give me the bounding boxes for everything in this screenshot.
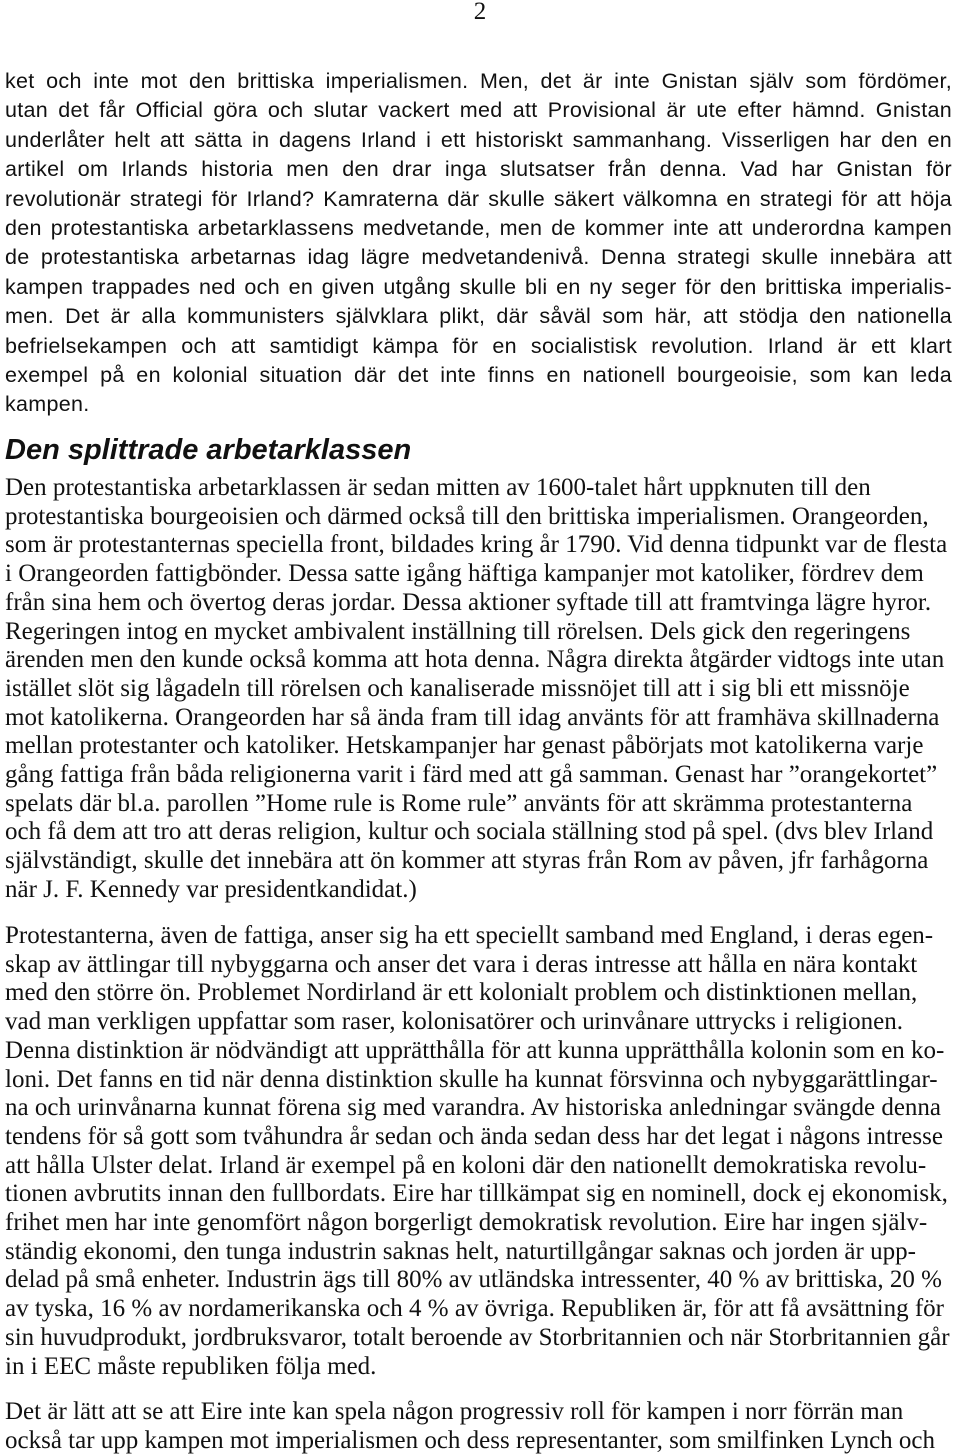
text-line: från sina hem och övertog deras jordar. Dessa aktioner syftade till att framtvinga lägre hyror. bbox=[5, 588, 932, 616]
section-heading: Den splittrade arbetarklassen bbox=[5, 434, 412, 466]
text-line: in i EEC måste republiken följa med. bbox=[5, 1352, 377, 1380]
text-line: istället slöt sig lågadeln till rörelsen och kanaliserade missnöjet till att i sig bli ett missnöje bbox=[5, 674, 910, 702]
text-line: loni. Det fanns en tid när denna distinktion skulle ha kunnat försvinna och nybyggarättlingar- bbox=[5, 1065, 938, 1093]
text-line: men. Det är alla kommunisters självklara plikt, där såväl som här, att stödja den nationella bbox=[5, 304, 952, 329]
text-line: na och urinvånarna kunnat förena sig med varandra. Av historiska anledningar svängde denna bbox=[5, 1094, 942, 1122]
text-line: ärenden men den kunde också komma att hota denna. Några direkta åtgärder vidtogs inte utan bbox=[5, 646, 945, 674]
text-line: sin huvudprodukt, jordbruksvaror, totalt beroende av Storbritannien och när Storbritannien går bbox=[5, 1323, 950, 1351]
text-line: mot katolikerna. Orangeorden har så ända fram till idag använts för att framhäva skillnaderna bbox=[5, 703, 940, 731]
text-line: också tar upp kampen mot imperialismen och dess representanter, som smilfinken Lynch och bbox=[5, 1426, 936, 1454]
text-line: vad man verkligen uppfattar som raser, kolonisatörer och urinvånare uttrycks i religionen. bbox=[5, 1008, 904, 1036]
text-line: att hålla Ulster delat. Irland är exempel på en koloni där den nationellt demokratiska revolu- bbox=[5, 1151, 927, 1179]
text-line: ket och inte mot den brittiska imperialismen. Men, det är inte Gnistan själv som fördömer, bbox=[5, 69, 952, 93]
text-line: tendens för så gott som tvåhundra år sedan och ända sedan dess har det legat i någons intresse bbox=[5, 1122, 943, 1150]
text-line: skap av ättlingar till nybyggarna och anser det vara i deras intresse att hålla en nära kontakt bbox=[5, 950, 918, 978]
text-line: underlåter helt att sätta in dagens Irland i ett historiskt sammanhang. Visserligen har den en bbox=[5, 127, 952, 152]
text-line: Regeringen intog en mycket ambivalent inställning till rörelsen. Dels gick den regeringens bbox=[5, 617, 911, 645]
text-line: som är protestanternas speciella front, bildades kring år 1790. Vid denna tidpunkt var de flesta bbox=[5, 531, 948, 559]
page-number: 2 bbox=[473, 0, 487, 25]
text-line: exempel på en kolonial situation där det inte finns en nationell bourgeoisie, som kan leda bbox=[5, 363, 952, 388]
text-line: frihet men har inte genomfört någon borgerligt demokratisk revolution. Eire har ingen själv- bbox=[5, 1209, 928, 1237]
paragraph bbox=[5, 1398, 955, 1455]
text-line: Den protestantiska arbetarklassen är sedan mitten av 1600-talet hårt uppknuten till den bbox=[5, 474, 871, 501]
text-line: i Orangeorden fattigbönder. Dessa satte igång häftiga kampanjer mot katoliker, fördrev dem bbox=[5, 560, 924, 588]
text-line: när J. F. Kennedy var presidentkandidat.) bbox=[5, 875, 417, 903]
paragraph-continued bbox=[5, 67, 952, 420]
paragraph bbox=[5, 474, 955, 905]
paragraph bbox=[5, 922, 955, 1381]
text-line: spelats där bl.a. parollen ”Home rule is Rome rule” använts för att skrämma protestanterna bbox=[5, 789, 913, 817]
text-line: Det är lätt att se att Eire inte kan spela någon progressiv roll för kampen i norr förrän man bbox=[5, 1398, 904, 1425]
text-line: tionen avbrutits innan den fullbordats. Eire har tillkämpat sig en nominell, dock ej ekonomisk, bbox=[5, 1180, 948, 1208]
text-line: och få dem att tro att deras religion, kultur och sociala ställning stod på spel. (dvs blev Irland bbox=[5, 818, 934, 846]
text-line: befrielsekampen och att samtidigt kämpa för en socialistisk revolution. Irland är ett klart bbox=[5, 333, 952, 358]
text-line: utan det får Official göra och slutar vackert med att Provisional är ute efter hämnd. Gnistan bbox=[5, 98, 952, 123]
text-line: artikel om Irlands historia men den drar inga slutsatser från denna. Vad har Gnistan för bbox=[5, 157, 952, 182]
text-line: de protestantiska arbetarnas idag lägre medvetandenivå. Denna strategi skulle innebära att bbox=[5, 245, 952, 270]
text-line: mellan protestanter och katoliker. Hetskampanjer har genast påbörjats mot katolikerna varje bbox=[5, 732, 924, 760]
text-line: Denna distinktion är nödvändigt att upprätthålla för att kunna upprätthålla kolonin som en ko- bbox=[5, 1036, 945, 1064]
text-line: kampen. bbox=[5, 392, 90, 417]
text-line: självständigt, skulle det innebära att ön kommer att styras från Rom av påven, jfr farhågorna bbox=[5, 847, 929, 875]
text-line: med den större ön. Problemet Nordirland är ett kolonialt problem och distinktionen mellan, bbox=[5, 979, 918, 1007]
text-line: av tyska, 16 % av nordamerikanska och 4 % av övriga. Republiken är, för att få avsättning för bbox=[5, 1295, 944, 1323]
text-line: kampen trappades ned och en given utgång skulle bli en ny seger för den brittiska imperialis- bbox=[5, 274, 952, 299]
text-line: delad på små enheter. Industrin ägs till 80% av utländska intressenter, 40 % av brittiska, 20 % bbox=[5, 1266, 942, 1294]
text-line: den protestantiska arbetarklassens medvetande, men de kommer inte att underordna kampen bbox=[5, 216, 952, 241]
text-line: Protestanterna, även de fattiga, anser sig ha ett speciellt samband med England, i deras egen- bbox=[5, 922, 934, 949]
text-line: protestantiska bourgeoisien och därmed också till den brittiska imperialismen. Orangeorden, bbox=[5, 502, 929, 530]
text-line: revolutionär strategi för Irland? Kamraterna där skulle säkert välkomna en strategi för att höja bbox=[5, 186, 952, 211]
text-line: ständig ekonomi, den tunga industrin saknas helt, naturtillgångar saknas och jorden är upp- bbox=[5, 1237, 916, 1265]
text-line: gång fattiga från båda religionerna varit i färd med att gå samman. Genast har ”orangekortet” bbox=[5, 761, 938, 789]
